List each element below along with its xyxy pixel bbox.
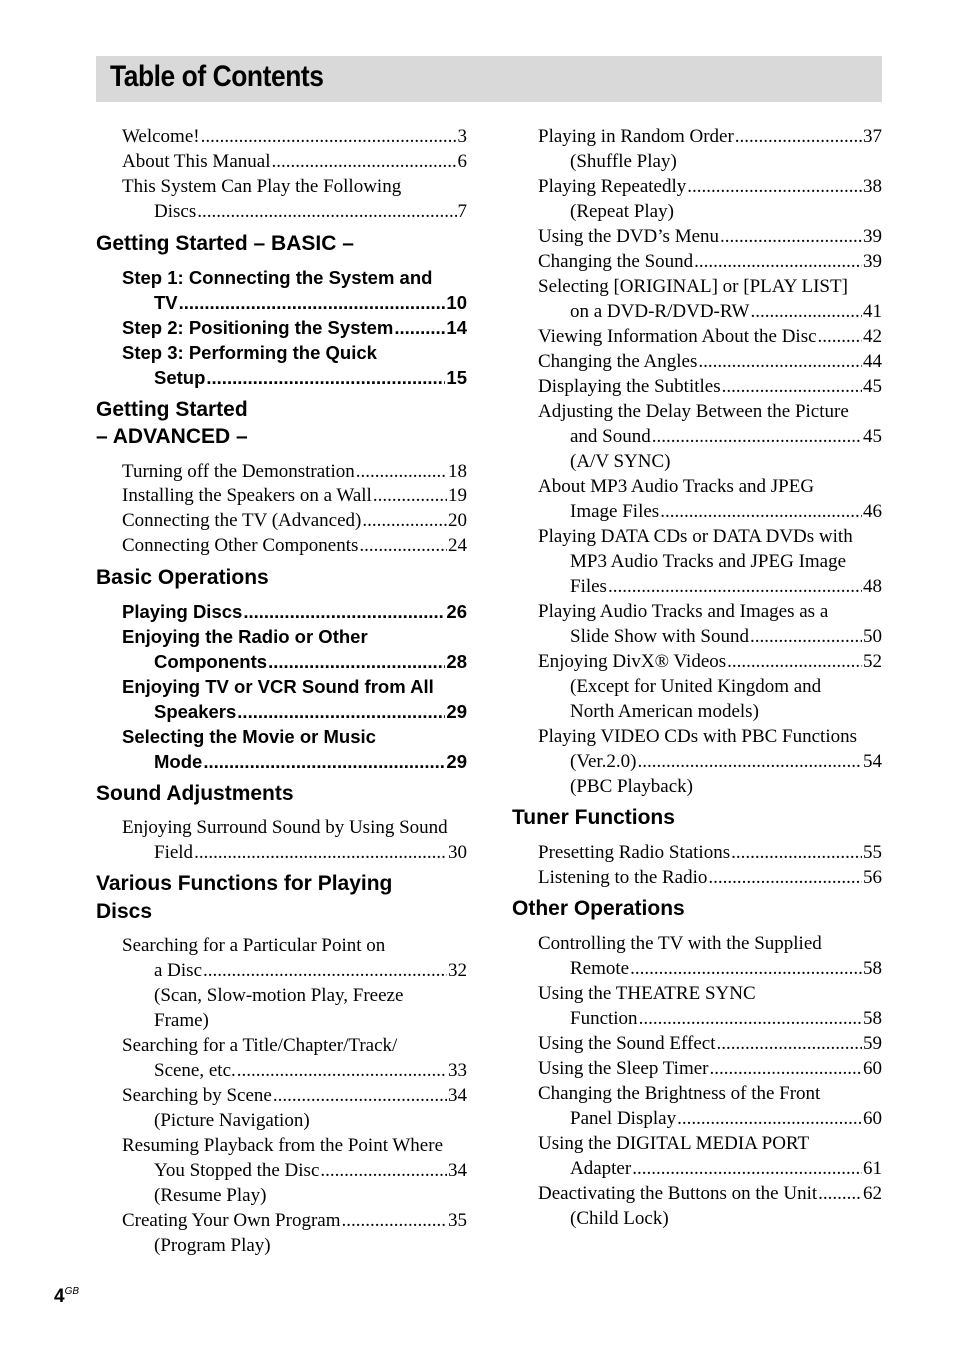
toc-entry-title-cont: on a DVD-R/DVD-RW bbox=[570, 301, 750, 322]
toc-entry-title: Enjoying DivX® Videos bbox=[538, 651, 727, 672]
toc-entry-note: (Child Lock) bbox=[570, 1208, 669, 1229]
page-number bbox=[54, 1286, 79, 1308]
page-number-suffix: GB bbox=[64, 1286, 80, 1297]
toc-entry-page: 7 bbox=[457, 201, 467, 222]
toc-entry-page: 3 bbox=[457, 126, 467, 147]
page-title: Table of Contents bbox=[110, 60, 324, 93]
toc-entry-title-cont: (Ver.2.0) bbox=[570, 751, 637, 772]
toc-entry-title-cont: Scene, etc. bbox=[154, 1060, 236, 1081]
toc-entry-page: 55 bbox=[863, 842, 882, 863]
section-heading: Getting Started – BASIC – bbox=[96, 232, 354, 255]
toc-entry-page: 38 bbox=[863, 176, 882, 197]
toc-entry-title: Enjoying Surround Sound by Using Sound bbox=[122, 817, 448, 838]
toc-entry-title: Playing DATA CDs or DATA DVDs with bbox=[538, 526, 853, 547]
toc-entry-title: Changing the Sound bbox=[538, 251, 694, 272]
toc-entry[interactable] bbox=[538, 124, 882, 174]
toc-entry-page: 41 bbox=[863, 301, 882, 322]
toc-entry-note: (PBC Playback) bbox=[570, 776, 693, 797]
toc-entry-note: (Shuffle Play) bbox=[570, 151, 677, 172]
section-heading: Getting Started bbox=[96, 398, 248, 421]
toc-entry-page: 6 bbox=[457, 151, 467, 172]
toc-entry-page: 58 bbox=[863, 1008, 882, 1029]
toc-entry-title: Searching for a Title/Chapter/Track/ bbox=[122, 1035, 398, 1056]
toc-entry-title-cont: Remote bbox=[570, 958, 630, 979]
toc-entry[interactable] bbox=[122, 1033, 467, 1083]
toc-entry-title-cont: Panel Display bbox=[570, 1108, 677, 1129]
toc-entry-page: 29 bbox=[446, 751, 467, 772]
toc-entry-title: Adjusting the Delay Between the Picture bbox=[538, 401, 849, 422]
toc-entry-title: Playing Discs bbox=[122, 601, 243, 622]
toc-entry-title-cont: Function bbox=[570, 1008, 638, 1029]
toc-entry-note: (Except for United Kingdom and bbox=[570, 676, 822, 697]
toc-entry-page: 52 bbox=[863, 651, 882, 672]
toc-entry-title-cont: Setup bbox=[154, 367, 206, 388]
toc-entry-page: 30 bbox=[448, 842, 467, 863]
toc-entry-page: 19 bbox=[448, 485, 467, 506]
toc-entry-page: 45 bbox=[863, 376, 882, 397]
toc-entry-title-cont: You Stopped the Disc bbox=[154, 1160, 320, 1181]
toc-entry-title: Searching by Scene bbox=[122, 1085, 272, 1106]
toc-entry-title-cont: Discs bbox=[154, 201, 197, 222]
toc-entry-title: Step 2: Positioning the System bbox=[122, 317, 394, 338]
toc-entry-title: Using the DIGITAL MEDIA PORT bbox=[538, 1133, 810, 1154]
toc-entry-title: Resuming Playback from the Point Where bbox=[122, 1135, 444, 1156]
toc-entry-page: 60 bbox=[863, 1108, 882, 1129]
toc-entry-page: 15 bbox=[446, 367, 467, 388]
toc-entry-title-cont: TV bbox=[154, 292, 178, 313]
toc-entry[interactable] bbox=[538, 1181, 882, 1231]
toc-entry-title: Using the DVD’s Menu bbox=[538, 226, 720, 247]
toc-entry-title: Enjoying the Radio or Other bbox=[122, 626, 368, 647]
section-heading: Basic Operations bbox=[96, 566, 269, 589]
toc-entry-note: (Resume Play) bbox=[154, 1185, 267, 1206]
toc-entry-title-cont: Mode bbox=[154, 751, 203, 772]
toc-entry-title: Presetting Radio Stations bbox=[538, 842, 731, 863]
toc-entry-title: Deactivating the Buttons on the Unit bbox=[538, 1183, 818, 1204]
toc-entry-page: 60 bbox=[863, 1058, 882, 1079]
toc-entry-page: 34 bbox=[448, 1160, 467, 1181]
toc-entry[interactable] bbox=[122, 1083, 467, 1133]
toc-entry-title: Welcome! bbox=[122, 126, 200, 147]
section-heading-cont: – ADVANCED – bbox=[96, 425, 248, 448]
toc-entry-note: (Repeat Play) bbox=[570, 201, 674, 222]
toc-entry-page: 34 bbox=[448, 1085, 467, 1106]
toc-entry-note: (Scan, Slow-motion Play, Freeze bbox=[154, 985, 404, 1006]
toc-entry-title-cont: a Disc bbox=[154, 960, 203, 981]
toc-entry-title: About MP3 Audio Tracks and JPEG bbox=[538, 476, 815, 497]
toc-entry-note: North American models) bbox=[570, 701, 759, 722]
toc-entry-title: Listening to the Radio bbox=[538, 867, 708, 888]
toc-entry[interactable] bbox=[538, 1131, 882, 1181]
toc-entry-title-cont: Adapter bbox=[570, 1158, 632, 1179]
toc-entry-page: 33 bbox=[448, 1060, 467, 1081]
section-heading: Various Functions for Playing bbox=[96, 872, 393, 895]
toc-entry-title-cont: MP3 Audio Tracks and JPEG Image bbox=[570, 551, 847, 572]
toc-entry[interactable] bbox=[122, 674, 467, 724]
toc-entry-page: 61 bbox=[863, 1158, 882, 1179]
section-heading: Sound Adjustments bbox=[96, 782, 294, 805]
toc-entry-page: 29 bbox=[446, 701, 467, 722]
toc-entry-title-cont: Speakers bbox=[154, 701, 237, 722]
toc-entry-title: Connecting the TV (Advanced) bbox=[122, 510, 362, 531]
toc-entry-title: Playing Repeatedly bbox=[538, 176, 687, 197]
toc-entry-title: Changing the Brightness of the Front bbox=[538, 1083, 821, 1104]
toc-entry[interactable] bbox=[538, 1081, 882, 1131]
toc-entry-title-cont: and Sound bbox=[570, 426, 651, 447]
toc-entry-page: 59 bbox=[863, 1033, 882, 1054]
toc-entry-title: Step 3: Performing the Quick bbox=[122, 342, 377, 363]
toc-entry-title: Displaying the Subtitles bbox=[538, 376, 721, 397]
toc-entry-page: 14 bbox=[446, 317, 467, 338]
toc-entry[interactable] bbox=[122, 265, 467, 315]
toc-entry-title: Enjoying TV or VCR Sound from All bbox=[122, 676, 434, 697]
toc-entry-page: 28 bbox=[446, 651, 467, 672]
section-heading-cont: Discs bbox=[96, 900, 153, 923]
toc-entry[interactable] bbox=[538, 274, 882, 324]
toc-entry-page: 24 bbox=[448, 535, 467, 556]
toc-entry-title: Installing the Speakers on a Wall bbox=[122, 485, 372, 506]
toc-entry-page: 45 bbox=[863, 426, 882, 447]
toc-entry-page: 39 bbox=[863, 251, 882, 272]
toc-entry-title: Searching for a Particular Point on bbox=[122, 935, 386, 956]
toc-entry[interactable] bbox=[122, 1208, 467, 1258]
toc-entry[interactable] bbox=[538, 474, 882, 524]
toc-entry-page: 26 bbox=[446, 601, 467, 622]
toc-entry[interactable] bbox=[538, 649, 882, 724]
toc-entry[interactable] bbox=[538, 599, 882, 649]
toc-entry-page: 54 bbox=[863, 751, 882, 772]
toc-entry-title: Viewing Information About the Disc bbox=[538, 326, 817, 347]
toc-entry[interactable] bbox=[538, 399, 882, 474]
toc-entry[interactable] bbox=[538, 174, 882, 224]
toc-entry-title-cont: Files bbox=[570, 576, 607, 597]
toc-entry[interactable] bbox=[538, 981, 882, 1031]
toc-entry-page: 46 bbox=[863, 501, 882, 522]
toc-entry-title-cont: Image Files bbox=[570, 501, 660, 522]
toc-entry[interactable] bbox=[122, 933, 467, 1033]
toc-entry-page: 58 bbox=[863, 958, 882, 979]
toc-entry-page: 20 bbox=[448, 510, 467, 531]
toc-entry-title: Controlling the TV with the Supplied bbox=[538, 933, 822, 954]
toc-entry-page: 42 bbox=[863, 326, 882, 347]
toc-entry-page: 32 bbox=[448, 960, 467, 981]
toc-entry[interactable] bbox=[122, 340, 467, 390]
toc-entry[interactable] bbox=[122, 174, 467, 224]
toc-entry-title: Playing VIDEO CDs with PBC Functions bbox=[538, 726, 857, 747]
toc-entry-page: 39 bbox=[863, 226, 882, 247]
toc-entry-title-cont: Components bbox=[154, 651, 268, 672]
toc-entry-page: 35 bbox=[448, 1210, 467, 1231]
toc-entry-title: Creating Your Own Program bbox=[122, 1210, 341, 1231]
toc-entry-note: (Picture Navigation) bbox=[154, 1110, 310, 1131]
toc-entry-page: 18 bbox=[448, 461, 467, 482]
toc-entry[interactable] bbox=[122, 624, 467, 674]
toc-entry-page: 10 bbox=[446, 292, 467, 313]
toc-entry-title: Playing Audio Tracks and Images as a bbox=[538, 601, 829, 622]
toc-entry[interactable] bbox=[122, 1133, 467, 1208]
toc-entry-title: Selecting [ORIGINAL] or [PLAY LIST] bbox=[538, 276, 848, 297]
toc-entry-page: 50 bbox=[863, 626, 882, 647]
toc-entry-note: Frame) bbox=[154, 1010, 209, 1031]
toc-entry-title-cont: Field bbox=[154, 842, 194, 863]
toc-entry[interactable] bbox=[538, 524, 882, 599]
toc-entry-page: 44 bbox=[863, 351, 882, 372]
toc-entry-title: About This Manual bbox=[122, 151, 271, 172]
toc-entry-note: (A/V SYNC) bbox=[570, 451, 671, 472]
toc-entry-page: 37 bbox=[863, 126, 882, 147]
toc-entry-note: (Program Play) bbox=[154, 1235, 271, 1256]
toc-entry-title: Changing the Angles bbox=[538, 351, 698, 372]
toc-entry-page: 48 bbox=[863, 576, 882, 597]
toc-entry[interactable] bbox=[122, 724, 467, 774]
toc-entry-title: Connecting Other Components bbox=[122, 535, 359, 556]
toc-entry[interactable] bbox=[122, 815, 467, 865]
toc-entry-title: Using the Sleep Timer bbox=[538, 1058, 709, 1079]
toc-entry-title: Using the THEATRE SYNC bbox=[538, 983, 756, 1004]
toc-entry-title: This System Can Play the Following bbox=[122, 176, 402, 197]
toc-entry[interactable] bbox=[538, 931, 882, 981]
toc-entry-title: Playing in Random Order bbox=[538, 126, 734, 147]
toc-entry-title-cont: Slide Show with Sound bbox=[570, 626, 749, 647]
toc-entry[interactable] bbox=[538, 724, 882, 799]
page-number-value: 4 bbox=[54, 1286, 65, 1307]
toc-entry-title: Step 1: Connecting the System and bbox=[122, 267, 433, 288]
section-heading: Tuner Functions bbox=[512, 806, 675, 829]
toc-entry-title: Selecting the Movie or Music bbox=[122, 726, 376, 747]
toc-entry-title: Turning off the Demonstration bbox=[122, 461, 355, 482]
section-heading: Other Operations bbox=[512, 897, 685, 920]
toc-entry-page: 62 bbox=[863, 1183, 882, 1204]
toc-entry-title: Using the Sound Effect bbox=[538, 1033, 716, 1054]
title-bar bbox=[96, 56, 882, 102]
toc-entry-page: 56 bbox=[863, 867, 882, 888]
